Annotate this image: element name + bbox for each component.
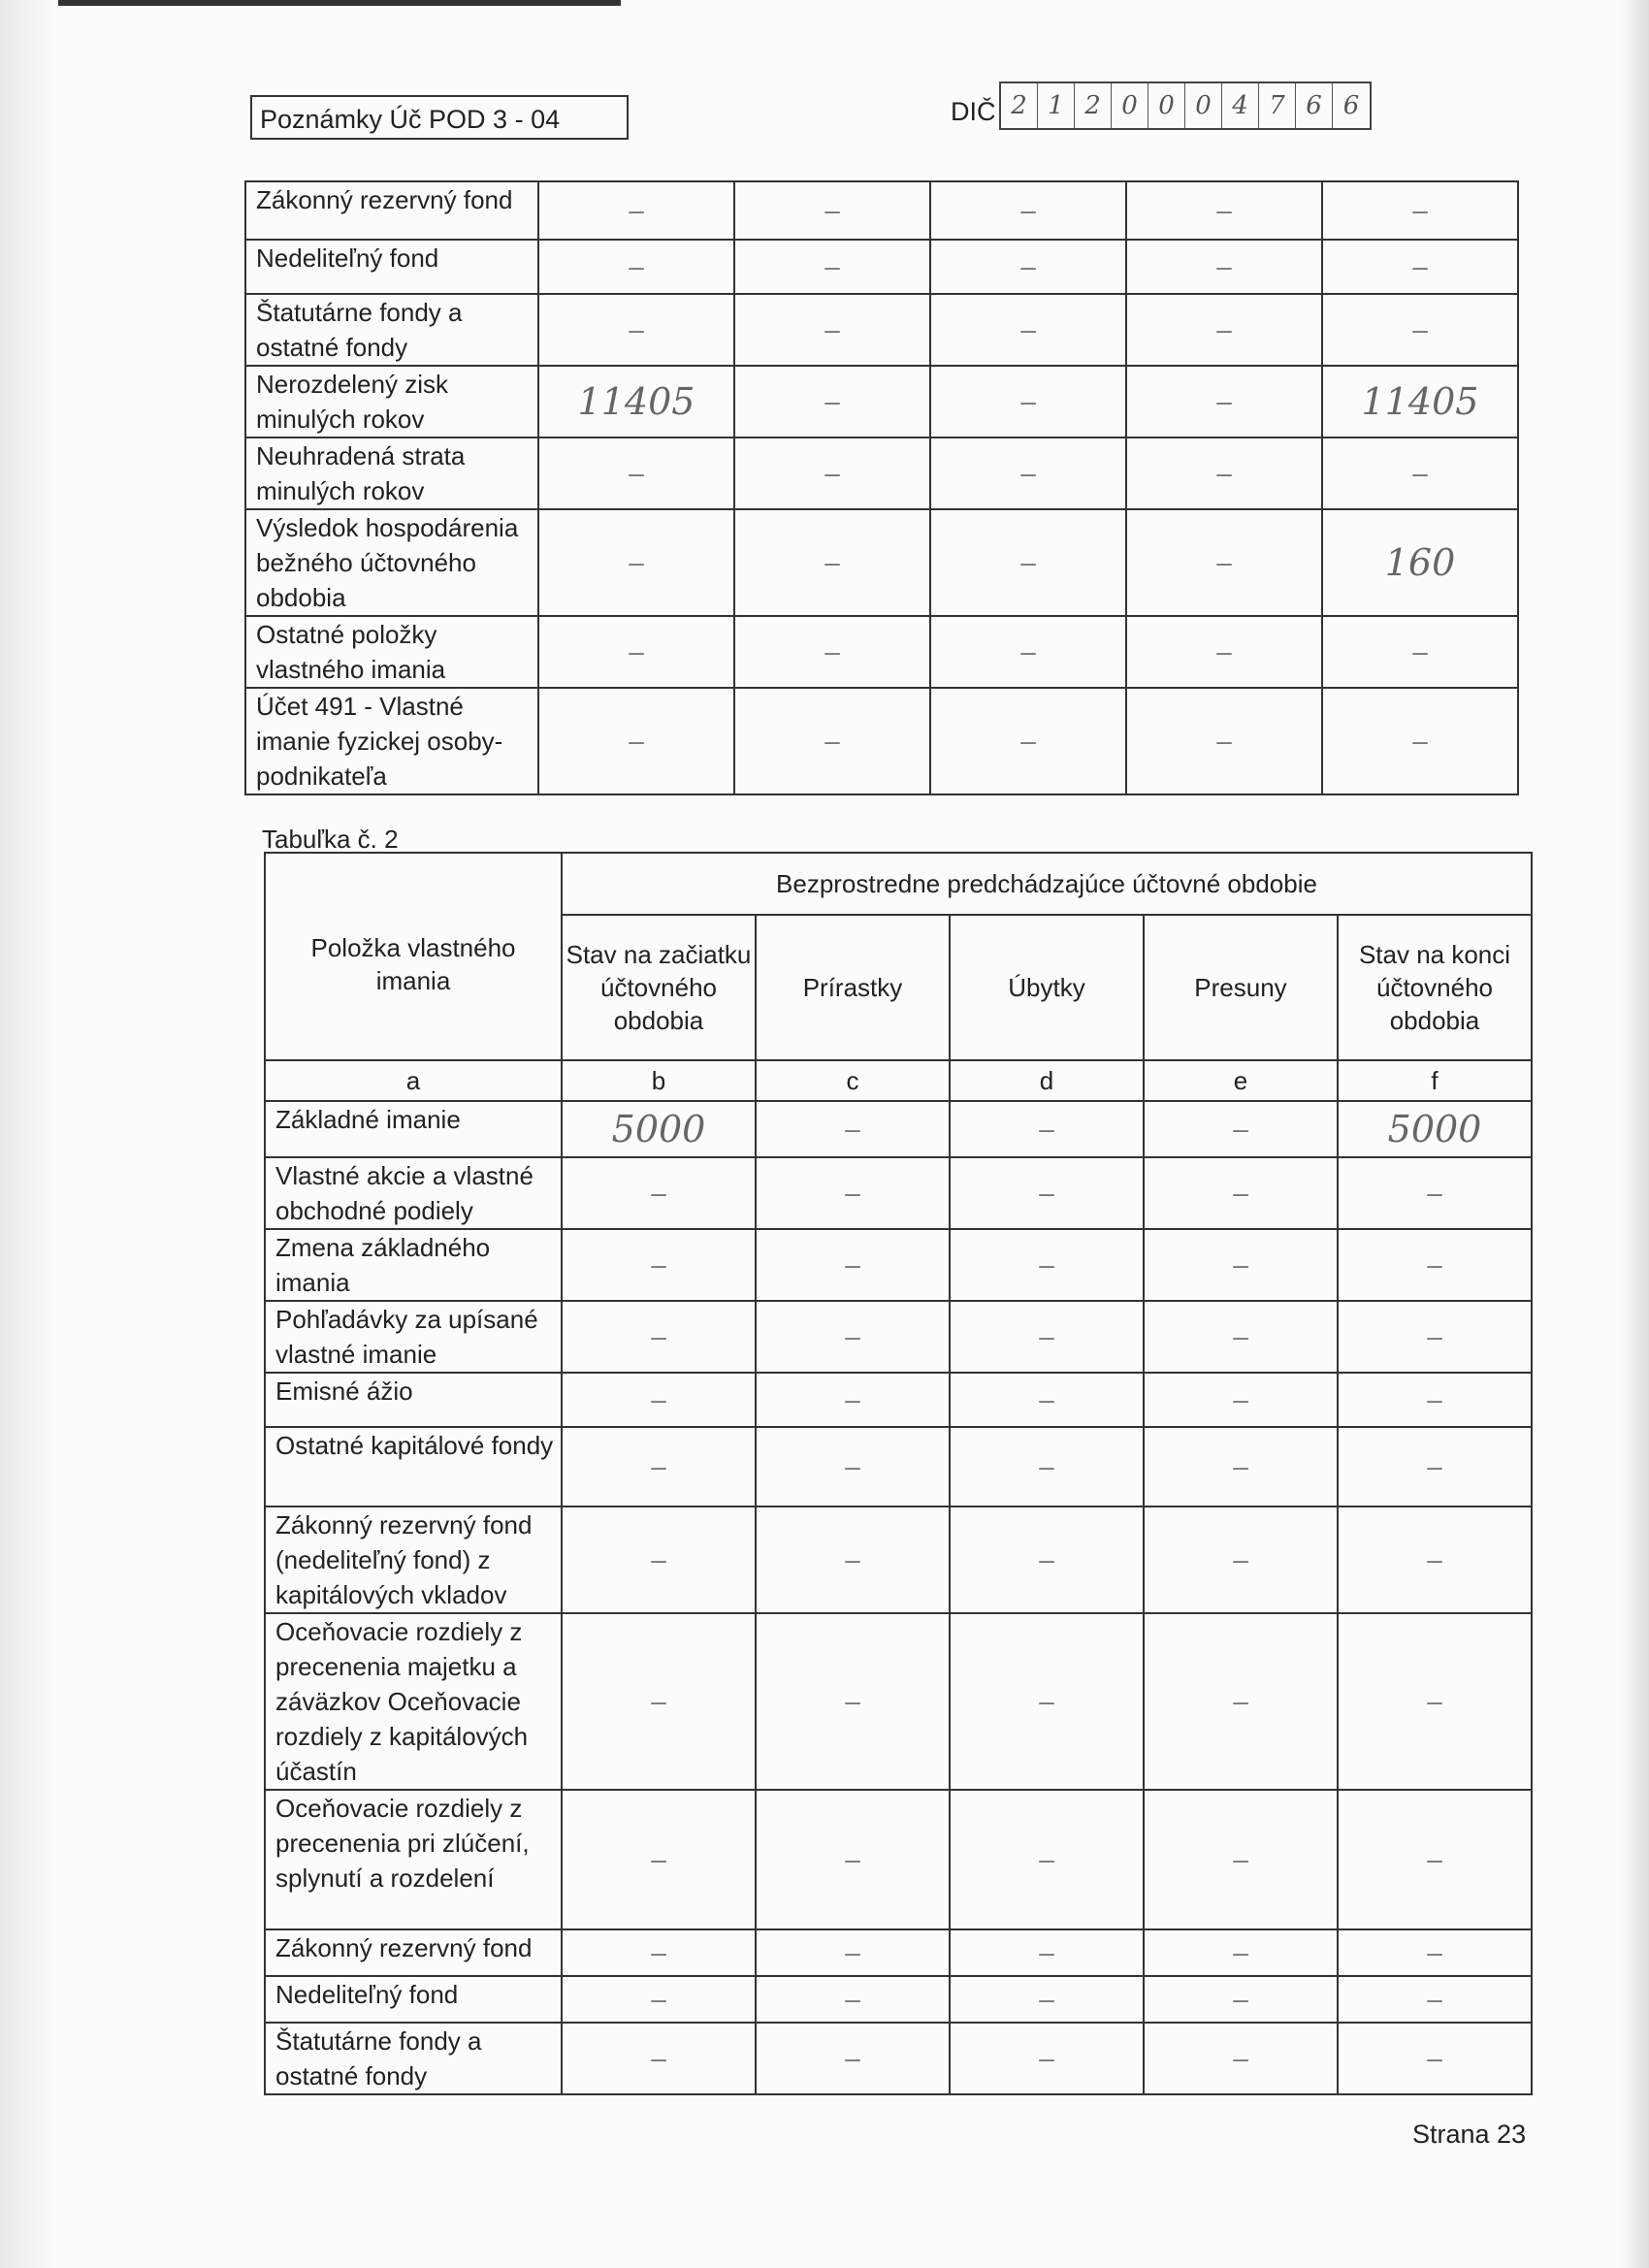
column-letter: c	[756, 1060, 950, 1101]
cell-value: –	[538, 437, 734, 509]
table-row	[265, 1373, 1532, 1427]
cell-value: –	[562, 1976, 756, 2023]
cell-value: –	[950, 1613, 1144, 1790]
column-header: Stav na začiatku účtovného obdobia	[562, 915, 756, 1060]
row-label: Oceňovacie rozdiely z precenenia pri zlúčení, splynutí a rozdelení	[265, 1790, 562, 1929]
cell-value: –	[950, 1157, 1144, 1229]
row-label: Výsledok hospodárenia bežného účtovného obdobia	[245, 509, 538, 616]
cell-value: –	[1144, 1229, 1338, 1301]
column-header: Úbytky	[950, 915, 1144, 1060]
cell-value: –	[562, 1427, 756, 1507]
cell-value: –	[734, 240, 930, 294]
cell-value: –	[1322, 616, 1518, 688]
cell-value: –	[1338, 1929, 1532, 1976]
table-row	[265, 1613, 1532, 1790]
row-label: Zákonný rezervný fond (nedeliteľný fond) z kapitálových vkladov	[265, 1507, 562, 1613]
cell-value: –	[1144, 1507, 1338, 1613]
cell-value: –	[1338, 1427, 1532, 1507]
cell-value: –	[1144, 1976, 1338, 2023]
cell-value: –	[950, 1373, 1144, 1427]
cell-value: –	[930, 240, 1126, 294]
cell-value: –	[734, 437, 930, 509]
cell-value: –	[756, 1427, 950, 1507]
scan-edge-right	[1622, 0, 1649, 2268]
row-label: Nedeliteľný fond	[265, 1976, 562, 2023]
table-row	[245, 437, 1518, 509]
table-row	[245, 240, 1518, 294]
row-label: Štatutárne fondy a ostatné fondy	[245, 294, 538, 366]
cell-value: 5000	[1338, 1101, 1532, 1157]
item-header	[265, 853, 562, 1060]
table-row	[245, 366, 1518, 437]
dic-digit: 0	[1185, 83, 1222, 128]
column-header: Prírastky	[756, 915, 950, 1060]
cell-value: –	[1338, 1373, 1532, 1427]
row-label: Základné imanie	[265, 1101, 562, 1157]
cell-value: –	[930, 294, 1126, 366]
cell-value: –	[1338, 1507, 1532, 1613]
table2-caption: Tabuľka č. 2	[262, 825, 399, 854]
cell-value: –	[756, 1929, 950, 1976]
row-label: Nerozdelený zisk minulých rokov	[245, 366, 538, 437]
cell-value: 5000	[562, 1101, 756, 1157]
cell-value: –	[950, 1301, 1144, 1373]
period-header: Bezprostredne predchádzajúce účtovné obdobie	[562, 853, 1532, 915]
table-row	[265, 1301, 1532, 1373]
cell-value: –	[538, 181, 734, 240]
cell-value: –	[930, 366, 1126, 437]
dic-digit: 6	[1342, 91, 1360, 120]
dic-boxes	[999, 81, 1372, 130]
dic-digit: 6	[1296, 83, 1333, 128]
cell-value: –	[562, 1507, 756, 1613]
cell-value: –	[1144, 1157, 1338, 1229]
cell-value: –	[756, 1229, 950, 1301]
cell-value: –	[1322, 294, 1518, 366]
column-letter: e	[1144, 1060, 1338, 1101]
column-letter: d	[950, 1060, 1144, 1101]
table-row	[265, 1790, 1532, 1929]
table-row	[265, 1507, 1532, 1613]
cell-value: –	[1338, 1976, 1532, 2023]
cell-value: –	[950, 1929, 1144, 1976]
column-letter: f	[1338, 1060, 1532, 1101]
row-label: Emisné ážio	[265, 1373, 562, 1427]
table-row	[245, 294, 1518, 366]
cell-value: –	[930, 616, 1126, 688]
cell-value: –	[734, 294, 930, 366]
cell-value: –	[734, 688, 930, 794]
row-label: Účet 491 - Vlastné imanie fyzickej osoby-podnikateľa	[245, 688, 538, 794]
cell-value: –	[756, 1790, 950, 1929]
cell-value: –	[1126, 509, 1322, 616]
row-label: Pohľadávky za upísané vlastné imanie	[265, 1301, 562, 1373]
cell-value: –	[950, 1790, 1144, 1929]
table-row	[245, 688, 1518, 794]
cell-value: –	[756, 2023, 950, 2094]
cell-value: –	[1144, 2023, 1338, 2094]
cell-value: –	[1322, 688, 1518, 794]
cell-value: –	[756, 1373, 950, 1427]
cell-value: –	[1144, 1301, 1338, 1373]
cell-value: –	[930, 437, 1126, 509]
scan-edge-top	[0, 0, 621, 6]
cell-value: –	[1126, 688, 1322, 794]
cell-value: –	[1338, 1229, 1532, 1301]
dic-digit: 4	[1222, 83, 1259, 128]
cell-value: –	[734, 509, 930, 616]
dic-digit: 2	[1075, 83, 1112, 128]
cell-value: –	[562, 1373, 756, 1427]
equity-table-continued	[244, 180, 1519, 795]
cell-value: –	[1144, 1790, 1338, 1929]
table-row	[265, 1229, 1532, 1301]
cell-value: –	[950, 1229, 1144, 1301]
cell-value: –	[562, 1157, 756, 1229]
cell-value: –	[756, 1101, 950, 1157]
cell-value: –	[1144, 1427, 1338, 1507]
cell-value: 11405	[538, 366, 734, 437]
row-label: Zmena základného imania	[265, 1229, 562, 1301]
cell-value: –	[734, 181, 930, 240]
row-label: Štatutárne fondy a ostatné fondy	[265, 2023, 562, 2094]
cell-value: –	[1126, 240, 1322, 294]
table-row	[265, 1427, 1532, 1507]
cell-value: –	[1126, 616, 1322, 688]
cell-value: –	[756, 1301, 950, 1373]
cell-value: –	[1322, 181, 1518, 240]
cell-value: –	[1126, 366, 1322, 437]
cell-value: –	[562, 1613, 756, 1790]
table-row	[265, 2023, 1532, 2094]
row-label: Zákonný rezervný fond	[265, 1929, 562, 1976]
row-label: Neuhradená strata minulých rokov	[245, 437, 538, 509]
dic-digit: 0	[1112, 83, 1148, 128]
cell-value: –	[562, 1301, 756, 1373]
cell-value: –	[1144, 1613, 1338, 1790]
scan-edge-left	[0, 0, 58, 2268]
cell-value: –	[538, 294, 734, 366]
cell-value: –	[1144, 1373, 1338, 1427]
cell-value: –	[538, 240, 734, 294]
cell-value: –	[950, 1427, 1144, 1507]
cell-value: –	[930, 688, 1126, 794]
form-code: Poznámky Úč POD 3 - 04	[250, 95, 629, 140]
cell-value: –	[950, 1976, 1144, 2023]
table-row	[245, 181, 1518, 240]
row-label: Nedeliteľný fond	[245, 240, 538, 294]
cell-value: –	[538, 616, 734, 688]
cell-value: –	[1126, 294, 1322, 366]
table-row	[265, 1101, 1532, 1157]
cell-value: –	[1338, 1157, 1532, 1229]
cell-value: –	[756, 1976, 950, 2023]
cell-value: 11405	[1322, 366, 1518, 437]
cell-value: –	[1338, 2023, 1532, 2094]
column-header: Stav na konci účtovného obdobia	[1338, 915, 1532, 1060]
dic-digit: 0	[1148, 83, 1185, 128]
row-label: Oceňovacie rozdiely z precenenia majetku a záväzkov Oceňovacie rozdiely z kapitálových účastín	[265, 1613, 562, 1790]
dic-digit: 2	[1001, 83, 1038, 128]
table-row	[245, 616, 1518, 688]
cell-value: –	[562, 1790, 756, 1929]
cell-value: –	[930, 181, 1126, 240]
column-letter: a	[265, 1060, 562, 1101]
cell-value: –	[1338, 1613, 1532, 1790]
page-number: Strana 23	[1412, 2120, 1527, 2149]
cell-value: –	[1322, 240, 1518, 294]
cell-value: –	[1126, 181, 1322, 240]
cell-value: –	[950, 1507, 1144, 1613]
equity-table-2	[264, 852, 1533, 2095]
table-row	[245, 509, 1518, 616]
item-header-label: Položka vlastného imania	[310, 933, 516, 995]
cell-value: –	[756, 1157, 950, 1229]
cell-value: –	[950, 1101, 1144, 1157]
cell-value: –	[538, 509, 734, 616]
cell-value: –	[734, 616, 930, 688]
cell-value: –	[1144, 1929, 1338, 1976]
row-label: Ostatné kapitálové fondy	[265, 1427, 562, 1507]
cell-value: 160	[1322, 509, 1518, 616]
cell-value: –	[756, 1507, 950, 1613]
dic-digit: 7	[1259, 83, 1296, 128]
cell-value: –	[562, 1929, 756, 1976]
table-row	[265, 1976, 1532, 2023]
cell-value: –	[756, 1613, 950, 1790]
cell-value: –	[562, 1229, 756, 1301]
dic-label: DIČ	[951, 97, 996, 126]
table-row	[265, 1157, 1532, 1229]
column-letter: b	[562, 1060, 756, 1101]
row-label: Zákonný rezervný fond	[245, 181, 538, 240]
cell-value: –	[1126, 437, 1322, 509]
cell-value: –	[930, 509, 1126, 616]
dic-digit: 1	[1038, 83, 1075, 128]
cell-value: –	[1338, 1301, 1532, 1373]
cell-value: –	[1322, 437, 1518, 509]
column-header: Presuny	[1144, 915, 1338, 1060]
row-label: Ostatné položky vlastného imania	[245, 616, 538, 688]
table-row	[265, 1929, 1532, 1976]
row-label: Vlastné akcie a vlastné obchodné podiely	[265, 1157, 562, 1229]
cell-value: –	[734, 366, 930, 437]
cell-value: –	[538, 688, 734, 794]
cell-value: –	[1144, 1101, 1338, 1157]
cell-value: –	[562, 2023, 756, 2094]
cell-value: –	[1338, 1790, 1532, 1929]
cell-value: –	[950, 2023, 1144, 2094]
